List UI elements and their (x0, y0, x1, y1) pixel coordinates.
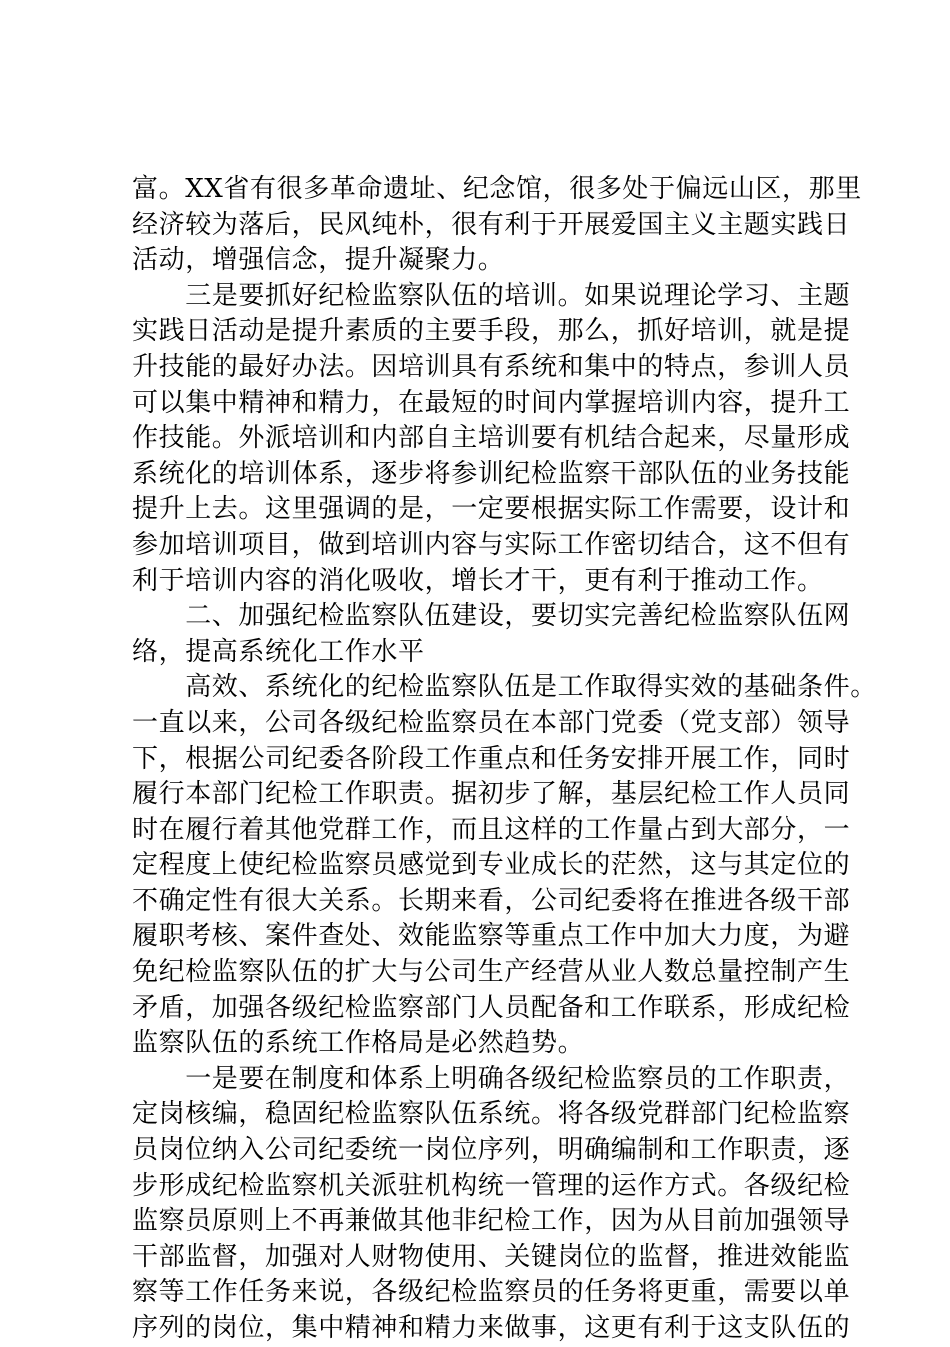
text-line: 步形成纪检监察机关派驻机构统一管理的运作方式。各级纪检 (132, 1170, 851, 1201)
section-heading-line: 二、加强纪检监察队伍建设，要切实完善纪检监察队伍网 (132, 601, 851, 632)
text-line: 提升上去。这里强调的是，一定要根据实际工作需要，设计和 (132, 494, 851, 525)
text-line: 三是要抓好纪检监察队伍的培训。如果说理论学习、主题 (132, 280, 851, 311)
text-line: 一直以来，公司各级纪检监察员在本部门党委（党支部）领导 (132, 707, 851, 738)
text-line: 不确定性有很大关系。长期来看，公司纪委将在推进各级干部 (132, 885, 851, 916)
text-line: 可以集中精神和精力，在最短的时间内掌握培训内容，提升工 (132, 387, 851, 418)
text-line: 履职考核、案件查处、效能监察等重点工作中加大力度，为避 (132, 921, 851, 952)
text-line: 员岗位纳入公司纪委统一岗位序列，明确编制和工作职责，逐 (132, 1135, 851, 1166)
text-line: 定程度上使纪检监察员感觉到专业成长的茫然，这与其定位的 (132, 850, 851, 881)
text-line: 时在履行着其他党群工作，而且这样的工作量占到大部分，一 (132, 814, 851, 845)
text-line: 经济较为落后，民风纯朴，很有利于开展爱国主义主题实践日 (132, 209, 851, 240)
text-line: 下，根据公司纪委各阶段工作重点和任务安排开展工作，同时 (132, 743, 851, 774)
text-line: 监察员原则上不再兼做其他非纪检工作，因为从目前加强领导 (132, 1206, 851, 1237)
text-line: 富。XX省有很多革命遗址、纪念馆，很多处于偏远山区，那里 (132, 174, 862, 204)
text-line: 系统化的培训体系，逐步将参训纪检监察干部队伍的业务技能 (132, 458, 851, 489)
text-line: 一是要在制度和体系上明确各级纪检监察员的工作职责， (132, 1063, 851, 1094)
section-heading-line: 络，提高系统化工作水平 (132, 636, 425, 667)
text-line: 作技能。外派培训和内部自主培训要有机结合起来，尽量形成 (132, 423, 851, 454)
text-line: 监察队伍的系统工作格局是必然趋势。 (132, 1028, 585, 1059)
text-line: 干部监督，加强对人财物使用、关键岗位的监督，推进效能监 (132, 1241, 851, 1272)
text-line: 升技能的最好办法。因培训具有系统和集中的特点，参训人员 (132, 351, 851, 382)
text-line: 高效、系统化的纪检监察队伍是工作取得实效的基础条件。 (132, 672, 877, 703)
text-line: 序列的岗位，集中精神和精力来做事，这更有利于这支队伍的 (132, 1313, 851, 1343)
text-line: 免纪检监察队伍的扩大与公司生产经营从业人数总量控制产生 (132, 957, 851, 988)
text-line: 利于培训内容的消化吸收，增长才干，更有利于推动工作。 (132, 565, 824, 596)
text-line: 参加培训项目，做到培训内容与实际工作密切结合，这不但有 (132, 529, 851, 560)
text-line: 定岗核编，稳固纪检监察队伍系统。将各级党群部门纪检监察 (132, 1099, 851, 1130)
text-line: 履行本部门纪检工作职责。据初步了解，基层纪检工作人员同 (132, 779, 851, 810)
text-line: 活动，增强信念，提升凝聚力。 (132, 245, 505, 276)
body-text (132, 172, 877, 1347)
text-line: 矛盾，加强各级纪检监察部门人员配备和工作联系，形成纪检 (132, 992, 851, 1023)
text-line: 察等工作任务来说，各级纪检监察员的任务将更重，需要以单 (132, 1277, 851, 1308)
text-line: 实践日活动是提升素质的主要手段，那么，抓好培训，就是提 (132, 316, 851, 347)
